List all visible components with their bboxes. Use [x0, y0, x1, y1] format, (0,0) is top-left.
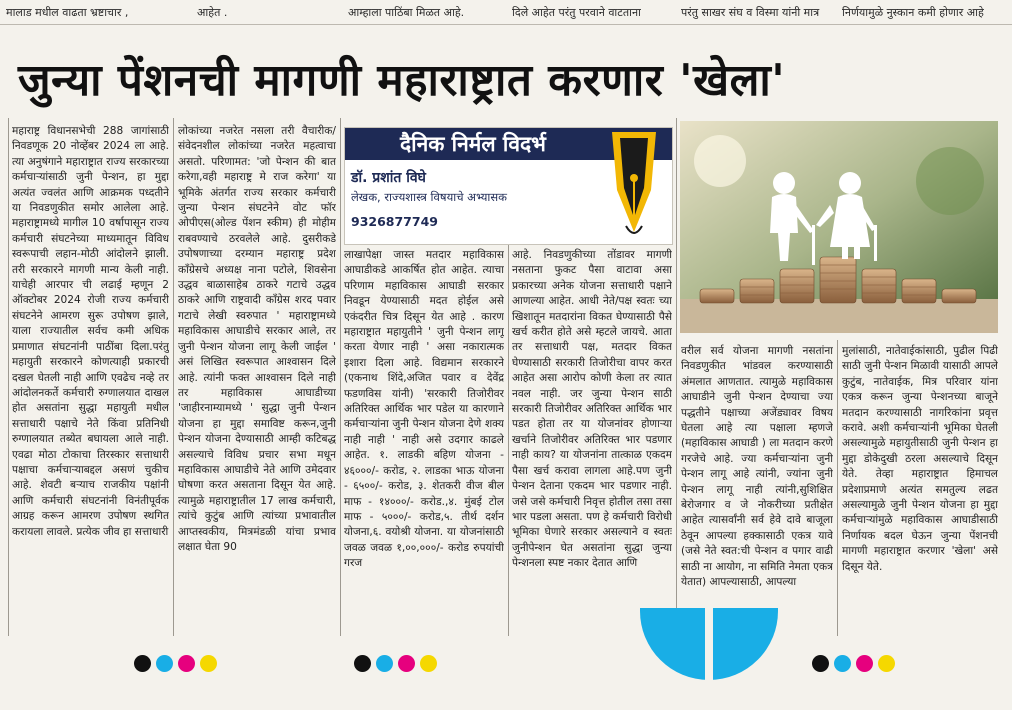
- yellow-dot: [420, 655, 437, 672]
- black-dot: [134, 655, 151, 672]
- article-headline: जुन्या पेंशनची मागणी महाराष्ट्रात करणार 'खेला': [18, 55, 786, 106]
- strip-text: मालाड मधील वाढता भ्रष्टाचार ,: [6, 6, 129, 19]
- article-photo: [680, 121, 998, 333]
- column-rule: [508, 245, 509, 636]
- column-rule: [837, 340, 838, 636]
- cyan-dot: [156, 655, 173, 672]
- column-rule: [8, 118, 9, 636]
- cyan-dot: [834, 655, 851, 672]
- article-column-3: [344, 248, 504, 636]
- article-column-1: [12, 124, 169, 636]
- black-dot: [812, 655, 829, 672]
- author-name: डॉ. प्रशांत विघे: [351, 170, 426, 186]
- magenta-dot: [178, 655, 195, 672]
- registration-notch: [705, 608, 713, 680]
- paragraph: वरील सर्व योजना मागणी नसतांना निवडणुकीत भांडवल करण्यासाठी अंमलात आणतात. त्यामुळे महाविकास आघाडीने जुनी पेन्शन देण्याचा ज्या पद्धतीने पक्षाच्या अजेंड्यावर विषय घेतला आहे त्या पक्षाला म्हणजे (महाविकास आघाडी ) ला मतदान करणे गरजेचे आहे. ज्या कर्मचाऱ्यांना जुनी पेन्शन लागू आहे त्यांनी, ज्यांना जुनी पेन्शन लागू नाही त्यांनी,सुशिक्षित बेरोजगार व जे नोकरीच्या प्रतीक्षेत आहेत त्यासर्वांनी सर्व हेवे दावे बाजूला ठेवून आपल्या हक्कासाठी एकत्र यावे (जसे नेते स्वत:ची पेन्शन व पगार वाढी साठी ना आयोग, ना समिति नेमता एकत्र येतात) आपल्यासाठी, आपल्या: [681, 345, 833, 589]
- strip-text: दिले आहेत परंतु परवाने वाटताना: [512, 6, 641, 19]
- yellow-dot: [878, 655, 895, 672]
- column-masthead: [344, 127, 673, 245]
- black-dot: [354, 655, 371, 672]
- magenta-dot: [398, 655, 415, 672]
- paragraph: महाराष्ट्र विधानसभेची 288 जागांसाठी निवडणूक 20 नोव्हेंबर 2024 ला आहे. त्या अनुषंगाने महाराष्ट्रात राज्य सरकारच्या कर्मचाऱ्यांसाठी जुनी पेन्शन, हा मुद्दा अत्यंत ज्वलंत आणि आक्रमक पध्दतीने या निवडणुकीत समोर आलेला आहे. महाराष्ट्रामध्ये मागील 10 वर्षापासून राज्य कर्मचारी संघटनेच्या माध्यमातून विविध स्वरूपाची लहान-मोठी आंदोलने झाली. तरी सरकारने मागणी मान्य केली नाही. याचेही आरपार ची लढाई म्हणून 2 ऑक्टोबर 2024 रोजी राज्य कर्मचारी संघटनेने आमरण सुरू उपोषण झाले, याला राज्यातील सर्वच कमी अधिक प्रमाणात संघटनांनी पाठींबा दिला.परंतु महायुती सरकारने कोणत्याही प्रकारची दखल घेतली नाही आणि एवढेच नव्हे तर आंदोलनकर्ते कर्मचारी रुग्णालयात दाखल होत असतांना सुद्धा महायुती मधील सत्ताधारी पक्षाचे नेते किंवा प्रतिनिधी रुग्णालयात तब्येत बघायला आले नाही. एवढा मोठा टोकाचा तिरस्कार सत्ताधारी पक्षाचा कर्मचाऱ्याबद्दल असणं चुकीच आहे. शेवटी बऱ्याच राजकीय पक्षांनी आणि कर्मचारी संघटनांनी विनंतीपूर्वक आग्रह करून आमरण उपोषण स्थगित करायला लावले. प्रत्येक जीव हा सत्ताधारी: [12, 125, 169, 538]
- article-column-4: [512, 248, 672, 636]
- strip-text: परंतु साखर संघ व विस्मा यांनी मात्र: [681, 6, 820, 19]
- article-column-2: [178, 124, 336, 636]
- previous-article-strip: [0, 0, 1012, 25]
- article-column-6: [842, 344, 998, 636]
- column-rule: [676, 118, 677, 636]
- fountain-pen-icon: [606, 132, 662, 240]
- strip-text: निर्णयामुळे नुस्कान कमी होणार आहे: [842, 6, 984, 19]
- paragraph: आहे. निवडणुकीच्या तोंडावर मागणी नसताना फुकट पैसा वाटावा असा प्रकारच्या अनेक योजना सत्ताधारी पक्षाने आणल्या आहेत. आधी नेते/पक्ष स्वतः च्या खिशातून मतदारांना विकत घेण्यासाठी पैसे खर्च करीत होते असे म्हटले जायचे. आता तर सत्ताधारी पक्ष, मतदार विकत घेण्यासाठी सरकारी तिजोरीचा वापर करत आहेत असा आरोप कोणी केला तर त्यात नवल नाही. जर जुन्या पेन्शन साठी सरकारी तिजोरीवर अतिरिक्त आर्थिक भार पडत होता तर या योजनांवर होणाऱ्या खर्चाने तिजोरीवर अतिरिक्त भार पडणार नाही काय? या योजनांना तात्काळ एकदम पैसा खर्च करावा लागला आहे.पण जुनी पेन्शन देताना एकदम भार पडणार नाही. जसे जसे कर्मचारी निवृत्त होतील तसा तसा भार पडला असता. पण हे कर्मचारी विरोधी भूमिका घेणारे सरकार असल्याने व स्वतः जुनीपेन्शन घेत असतांना सुद्धा जुन्या पेन्शनला स्पष्ट नकार देतात आणि: [512, 249, 672, 570]
- registration-marks: [134, 655, 222, 676]
- paragraph: मुलांसाठी, नातेवाईकांसाठी, पुढील पिढी साठी जुनी पेन्शन मिळावी यासाठी आपले कुटुंब, नातेवाईक, मित्र परिवार यांना एकत्र करून जुन्या पेन्शनच्या बाजूने मतदान करण्यासाठी नागरिकांना प्रवृत्त करावे. अशी कर्मचाऱ्यांनी भूमिका घेतली असल्यामुळे महायुतीसाठी जुनी पेन्शन हा मुद्दा डोकेदुखी ठरला असल्याचे दिसून येते. तेव्हा महाराष्ट्रात हिमाचल प्रदेशाप्रमाणे अत्यंत समतुल्य लढत असल्यामुळे जुनी पेन्शन योजना हा मुद्दा कर्मचाऱ्यांमुळे महाविकास आघाडीसाठी निर्णायक बदल घेऊन जुन्या पेंशनची मागणी महाराष्ट्रात करणार 'खेला' असे दिसून येते.: [842, 345, 998, 573]
- registration-marks: [812, 655, 900, 676]
- column-rule: [173, 118, 174, 636]
- strip-text: आहेत .: [197, 6, 228, 19]
- article-column-5: [681, 344, 833, 636]
- author-designation: लेखक, राज्यशास्त्र विषयाचे अभ्यासक: [351, 190, 508, 204]
- magenta-dot: [856, 655, 873, 672]
- column-rule: [340, 118, 341, 636]
- paragraph: लाखापेक्षा जास्त मतदार महाविकास आघाडीकडे आकर्षित होत आहेत. त्याचा परिणाम महाविकास आघाडी सरकार निवडून येण्यासाठी मदत होईल असे एकंदरीत चित्र दिसून येत आहे . कारण महाराष्ट्रात महायुतीने ' जुनी पेन्शन लागू करता येणार नाही ' असा नकारात्मक इशारा दिला आहे. विद्यमान सरकारने (एकनाथ शिंदे,अजित पवार व देवेंद्र फडणविस यांनी) 'सरकारी तिजोरीवर अतिरिक्त आर्थिक भार पडेल या कारणाने कर्मचाऱ्यांना जुनी पेन्शन योजना देणे शक्य नाही नाही ' नाही असे उदगार काढले आहेत. १. लाडकी बहिण योजना - ४६०००/- करोड, २. लाडका भाऊ योजना - ६५००/- करोड, ३. शेतकरी वीज बील माफ - १४०००/- करोड.,४. मुंबई टोल माफ - ५०००/- करोड,५. तीर्थ दर्शन योजना,६. वयोश्री योजना. या योजनांसाठी जवळ जवळ १,००,०००/- करोड रुपयांची गरज: [344, 249, 504, 570]
- strip-text: आम्हाला पाठिंबा मिळत आहे.: [348, 6, 465, 19]
- cyan-dot: [376, 655, 393, 672]
- paragraph: लोकांच्या नजरेत नसला तरी वैचारीक/संवेदनशील लोकांच्या नजरेत महत्वाचा असतो. परिणामत: 'जो पेन्शन की बात करेगा,वही महाराष्ट्र मे राज करेगा' या भूमिके अंतर्गत राज्य सरकार कर्मचारी जुन्या पेन्शन संघटनेने वोट फॉर ओपीएस(ओल्ड पेंशन स्कीम) ही मोहीम राबवण्याचे ठरवलेले आहे. दुसरीकडे उपोषणाच्या दरम्यान महाराष्ट्र प्रदेश काँग्रेसचे अध्यक्ष नाना पटोले, शिवसेना उद्धव बाळासाहेब ठाकरे गटाचे उद्धव ठाकरे आणि राष्ट्रवादी कॉंग्रेस शरद पवार गटाचे लेखी स्वरुपात ' महाराष्ट्रामध्ये महाविकास आघाडीचे सरकार आले, तर जुनी पेन्शन योजना लागू केली जाईल ' असं लिखित स्वरूपात आश्वासन दिले आहे. त्यांनी फक्त आश्वासन दिले नाही तर महाविकास आघाडीच्या 'जाहीरनाम्यामध्ये ' सुद्धा जुनी पेन्शन योजना हा मुद्दा समाविष्ट करून,जुनी पेन्शन योजना देण्यासाठी आम्ही कटिबद्ध असल्याचे विविध प्रचार सभा मधून महाविकास आघाडीचे नेते आणि उमेदवार घोषणा करत असताना दिसून येत आहे. त्यामुळे महाराष्ट्रातील 17 लाख कर्मचारी, त्यांचे कुटुंब आणि त्यांच्या प्रभावातील आप्तस्वकीय, मित्रमंडळी यांचा प्रभाव लक्षात घेता 90: [178, 125, 336, 553]
- masthead-title: दैनिक निर्मल विदर्भ: [345, 128, 672, 160]
- author-phone: 9326877749: [351, 214, 438, 229]
- registration-marks: [354, 655, 442, 676]
- yellow-dot: [200, 655, 217, 672]
